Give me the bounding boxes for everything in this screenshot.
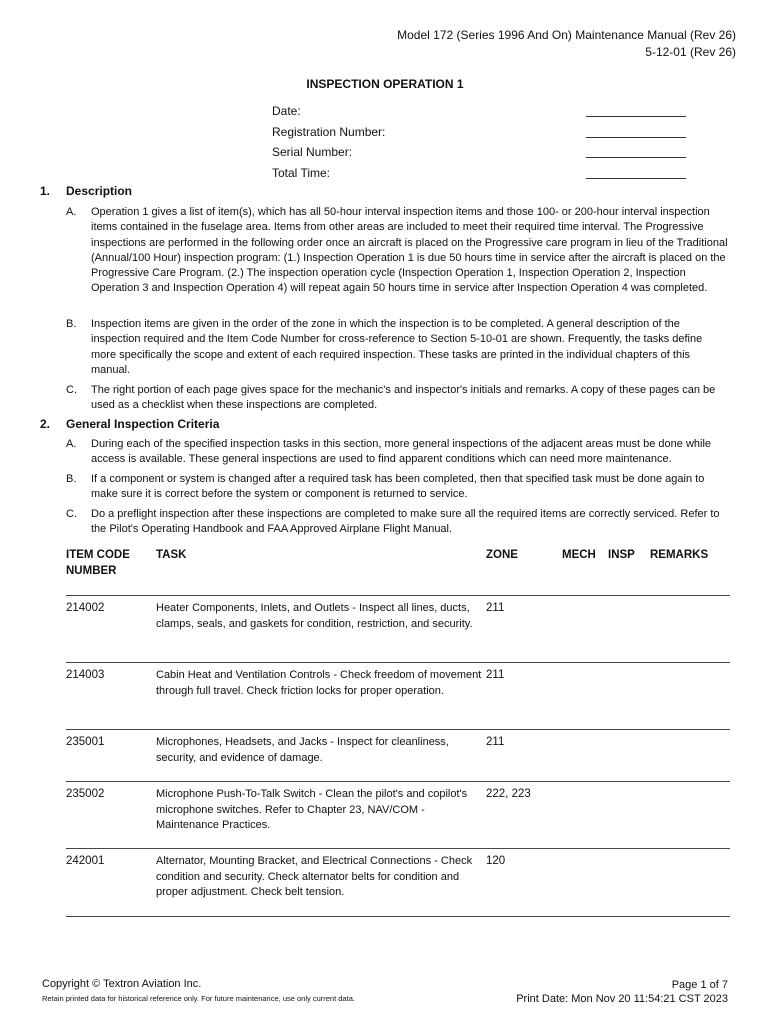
- date-field: Date:: [272, 104, 686, 125]
- header-insp: INSP: [608, 549, 635, 561]
- mech-initials-cell[interactable]: [562, 668, 608, 729]
- description-item-b: B. Inspection items are given in the order of the zone in which the inspection is to be completed. A general description of the inspection required and the Item Code Number for cross-reference to Section 5-10-01 are shown. Frequently, the tasks define more specifically the scope and extent of each required inspection. These tasks are printed in the individual chapters of this manual.: [66, 318, 703, 376]
- criteria-item-c: C. Do a preflight inspection after these inspections are completed to make sure all the required items are correctly serviced. Refer to the Pilot's Operating Handbook and FAA Approved Airplane Flight Manual.: [66, 508, 720, 536]
- total-time-blank[interactable]: [586, 166, 686, 179]
- serial-blank[interactable]: [586, 145, 686, 158]
- inspection-table: [66, 545, 730, 917]
- description-item-c: C. The right portion of each page gives space for the mechanic's and inspector's initials and remarks. A copy of these pages can be used as a checklist when these inspections are completed.: [66, 384, 716, 412]
- insp-initials-cell[interactable]: [608, 601, 650, 662]
- remarks-cell[interactable]: [650, 787, 730, 848]
- footer-page-info: [516, 978, 728, 1006]
- document-header: [397, 27, 736, 61]
- table-row: 214002 Heater Components, Inlets, and Outlets - Inspect all lines, ducts, clamps, seals, and gaskets for condition, restriction, and security. 211: [66, 596, 730, 663]
- criteria-item-b: B. If a component or system is changed after a required task has been completed, then that specified task must be done again to make sure it is correct before the system or component is returned to service.: [66, 473, 705, 501]
- insp-initials-cell[interactable]: [608, 787, 650, 848]
- header-mech: MECH: [562, 549, 596, 561]
- insp-initials-cell[interactable]: [608, 735, 650, 781]
- serial-field: Serial Number:: [272, 145, 686, 166]
- footer-retain-notice: Retain printed data for historical reference only. For future maintenance, use only current data.: [42, 994, 355, 1003]
- header-zone: ZONE: [486, 549, 518, 561]
- mech-initials-cell[interactable]: [562, 854, 608, 916]
- table-row: 235001 Microphones, Headsets, and Jacks - Inspect for cleanliness, security, and evidence of damage. 211: [66, 730, 730, 782]
- criteria-item-a: A. During each of the specified inspection tasks in this section, more general inspections of the adjacent areas must be done while access is available. These general inspections are used to find apparent conditions which can need more maintenance.: [66, 438, 712, 466]
- remarks-cell[interactable]: [650, 668, 730, 729]
- remarks-cell[interactable]: [650, 854, 730, 916]
- header-section-rev: 5-12-01 (Rev 26): [645, 45, 736, 59]
- section-description-heading: 1. Description: [40, 184, 133, 198]
- footer-copyright: Copyright © Textron Aviation Inc.: [42, 978, 202, 990]
- mech-initials-cell[interactable]: [562, 601, 608, 662]
- header-manual-title: Model 172 (Series 1996 And On) Maintenance Manual (Rev 26): [397, 28, 736, 42]
- table-row: 214003 Cabin Heat and Ventilation Controls - Check freedom of movement through full travel. Check friction locks for proper operation. 211: [66, 663, 730, 730]
- remarks-cell[interactable]: [650, 601, 730, 662]
- date-blank[interactable]: [586, 104, 686, 117]
- description-item-a: A. Operation 1 gives a list of item(s), which has all 50-hour interval inspection items and those 100- or 200-hour interval inspection items contained in the fuselage area. Items from other areas are included to meet their required time interval. The Progressive inspections are performed in the following order once an aircraft is placed on the Progressive care program in lieu of the Traditional (Annual/100 Hour) inspection program: (1.) Inspection Operation 1 is due 50 hours time in service after the aircraft is placed on the Progressive Care Program. (2.) The inspection operation cycle (Inspection Operation 1, Inspection Operation 2, Inspection Operation 3 and Inspection Operation 4) will repeat again 50 hours time in service after Inspection Operation 4 was completed.: [66, 206, 728, 295]
- insp-initials-cell[interactable]: [608, 668, 650, 729]
- print-date: Print Date: Mon Nov 20 11:54:21 CST 2023: [516, 993, 728, 1005]
- header-remarks: REMARKS: [650, 549, 709, 561]
- table-row: 242001 Alternator, Mounting Bracket, and Electrical Connections - Check condition and security. Check alternator belts for condition and proper adjustment. Check belt tension. 120: [66, 849, 730, 917]
- page-number: Page 1 of 7: [671, 979, 728, 991]
- header-task: TASK: [156, 549, 187, 561]
- total-time-field: Total Time:: [272, 166, 686, 187]
- insp-initials-cell[interactable]: [608, 854, 650, 916]
- mech-initials-cell[interactable]: [562, 735, 608, 781]
- table-row: 235002 Microphone Push-To-Talk Switch - Clean the pilot's and copilot's microphone switches. Refer to Chapter 23, NAV/COM - Maintenance Practices. 222, 223: [66, 782, 730, 849]
- table-header: [66, 545, 730, 596]
- header-item-code: ITEM CODE NUMBER: [66, 549, 130, 577]
- registration-field: Registration Number:: [272, 125, 686, 146]
- remarks-cell[interactable]: [650, 735, 730, 781]
- page-title: INSPECTION OPERATION 1: [306, 77, 464, 91]
- mech-initials-cell[interactable]: [562, 787, 608, 848]
- record-fields: [272, 104, 686, 186]
- section-criteria-heading: 2. General Inspection Criteria: [40, 417, 220, 431]
- registration-blank[interactable]: [586, 125, 686, 138]
